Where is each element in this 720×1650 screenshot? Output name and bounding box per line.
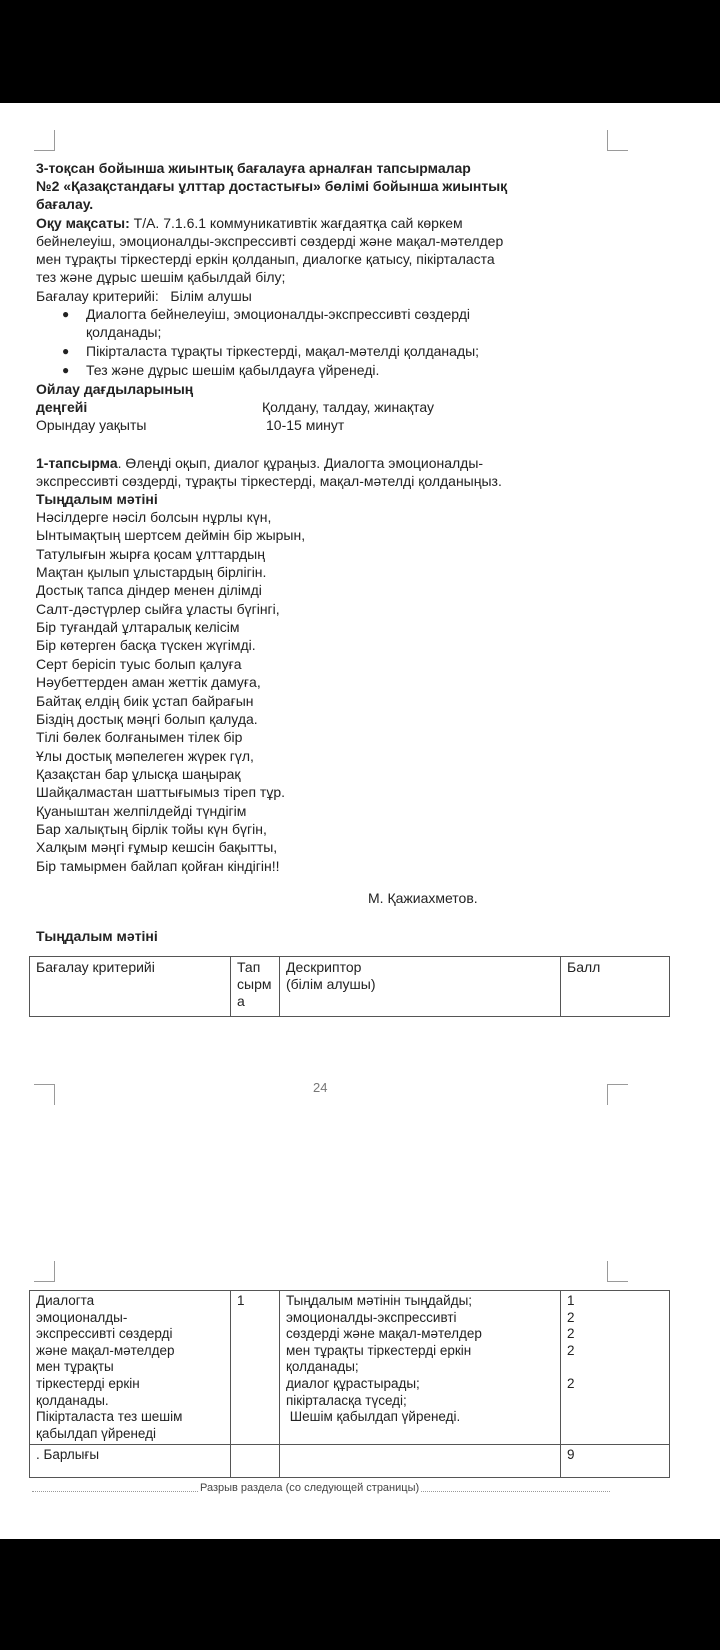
header-task-label: а — [237, 993, 245, 1009]
descriptor-cell — [280, 1291, 561, 1445]
task-number-cell — [231, 1291, 280, 1445]
page-corner-mark — [607, 1261, 628, 1282]
task-line — [36, 454, 483, 473]
poem-line: Нәсілдерге нәсіл болсын нұрлы күн, — [36, 509, 272, 525]
descriptor-line: Тыңдалым мәтінін тыңдайды; — [286, 1293, 473, 1308]
poem-line: Нәубеттерден аман жеттік дамуға, — [36, 674, 261, 691]
task-subheading: Тыңдалым мәтіні — [36, 491, 158, 507]
task-number: 1 — [237, 1293, 245, 1308]
bullet-icon: ● — [62, 307, 70, 321]
poem-line: Бар халықтың бірлік тойы күн бүгін, — [36, 820, 267, 837]
header-line: бағалау. — [36, 196, 94, 212]
criteria-line: эмоционалды- — [36, 1309, 128, 1325]
poem-line: Байтақ елдің биік ұстап байрағын — [36, 692, 254, 709]
criteria-item: Пікірталаста тұрақты тіркестерді, мақал-мәтелді қолданады; — [86, 343, 480, 359]
assessment-table-header — [29, 956, 670, 1017]
poem-author: М. Қажиахметов. — [368, 890, 478, 906]
poem-line: Қуаныштан желпілдейді түндігім — [36, 802, 247, 819]
descriptor-line: Шешім қабылдап үйренеді. — [286, 1409, 461, 1425]
total-label-cell — [30, 1445, 231, 1478]
poem-line: Мақтан қылып ұлыстардың бірлігін. — [36, 564, 267, 581]
score-value: 2 — [567, 1342, 575, 1358]
skills-label: Ойлау дағдыларының — [36, 381, 194, 397]
header-descriptor-label: Дескриптор — [286, 959, 362, 975]
criteria-line: және мақал-мәтелдер — [36, 1342, 175, 1358]
goal-line: мен тұрақты тіркестерді еркін қолданып, диалогке қатысу, пікірталаста — [36, 251, 495, 267]
criteria-line: мен тұрақты — [36, 1359, 114, 1375]
poem-line: Біздің достық мәңгі болып қалуда. — [36, 710, 258, 727]
total-score-cell — [561, 1445, 670, 1478]
poem-line: Ұлы достық мәпелеген жүрек гүл, — [36, 747, 254, 764]
score-value — [567, 1359, 663, 1376]
header-descriptor-label: (білім алушы) — [286, 976, 376, 992]
page-number: 24 — [313, 1080, 328, 1095]
criteria-line: қолданады. — [36, 1392, 109, 1408]
goal-text: Т/А. 7.1.6.1 коммуникативтік жағдаятқа сай көркем — [133, 215, 463, 231]
time-label: Орындау уақыты — [36, 417, 147, 433]
goal-line: тез және дұрыс шешім қабылдай білу; — [36, 269, 286, 285]
poem-line: Халқым мәңгі ғұмыр кешсін бақытты, — [36, 839, 278, 856]
poem-line: Шайқалмастан шаттығымыз тіреп тұр. — [36, 784, 286, 801]
criteria-item: Тез және дұрыс шешім қабылдауға үйренеді. — [86, 362, 380, 378]
task-label: 1-тапсырма — [36, 455, 118, 471]
poem-line: Тілі бөлек болғанымен тілек бір — [36, 729, 243, 746]
page-corner-mark — [34, 1084, 55, 1105]
document-page-1 — [0, 103, 720, 1211]
assessment-table-body — [29, 1290, 670, 1478]
criteria-cell — [30, 1291, 231, 1445]
header-line: 3-тоқсан бойынша жиынтық бағалауға арналған тапсырмалар — [36, 160, 471, 176]
descriptor-line: сөздерді және мақал-мәтелдер — [286, 1326, 482, 1342]
score-value: 1 — [567, 1293, 575, 1308]
score-value: 2 — [567, 1375, 575, 1391]
criteria-item: қолданады; — [86, 324, 162, 340]
goal-line: бейнелеуіш, эмоционалды-экспрессивті сөздерді және мақал-мәтелдер — [36, 233, 504, 249]
task-text: . Өлеңді оқып, диалог құраңыз. Диалогта эмоционалды- — [117, 455, 484, 471]
score-cell — [561, 1291, 670, 1445]
poem-line: Ынтымақтың шертсем деймін бір жырын, — [36, 527, 306, 544]
header-criteria — [30, 957, 231, 1017]
poem-line: Бір көтерген басқа түскен жүгімді. — [36, 637, 256, 654]
header-descriptor — [280, 957, 561, 1017]
criteria-line: Пікірталаста тез шешім — [36, 1409, 183, 1425]
header-criteria-label: Бағалау критерийі — [36, 959, 155, 975]
criteria-line: Диалогта — [36, 1293, 95, 1308]
table-row — [30, 1445, 670, 1478]
total-score: 9 — [567, 1447, 575, 1463]
poem-line: Қазақстан бар ұлысқа шаңырақ — [36, 765, 241, 782]
poem-line: Салт-дәстүрлер сыйға ұласты бүгінгі, — [36, 600, 280, 617]
goal-label: Оқу мақсаты: — [36, 215, 130, 231]
criteria-line: тіркестерді еркін — [36, 1375, 140, 1391]
poem-line: Бір туғандай ұлтаралық келісім — [36, 619, 240, 636]
descriptor-line: қолданады; — [286, 1359, 359, 1375]
bullet-icon: ● — [62, 344, 70, 358]
document-page-2 — [0, 1211, 720, 1539]
header-score-label: Балл — [567, 959, 601, 975]
descriptor-line: эмоционалды-экспрессивті — [286, 1309, 457, 1325]
criteria-item: Диалогта бейнелеуіш, эмоционалды-экспрессивті сөздерді — [86, 306, 470, 322]
table-row — [30, 1291, 670, 1445]
section-break-label: Разрыв раздела (со следующей страницы) — [200, 1482, 420, 1494]
bullet-icon: ● — [62, 363, 70, 377]
task-line: экспрессивті сөздерді, тұрақты тіркестерді, мақал-мәтелді қолданыңыз. — [36, 473, 502, 489]
criteria-line: қабылдап үйренеді — [36, 1425, 157, 1441]
page-corner-mark — [34, 1261, 55, 1282]
criteria-label: Бағалау критерийі: Білім алушы — [36, 288, 252, 304]
score-value: 2 — [567, 1309, 575, 1325]
skills-label: деңгейі — [36, 399, 88, 415]
header-task-label: сырм — [237, 976, 272, 992]
page-corner-mark — [34, 130, 55, 151]
score-value: 2 — [567, 1326, 575, 1342]
empty-cell — [280, 1445, 561, 1478]
page-corner-mark — [607, 1084, 628, 1105]
poem-line: Татулығын жырға қосам ұлттардың — [36, 545, 265, 562]
goal-line — [36, 214, 463, 233]
header-task-label: Тап — [237, 959, 261, 975]
section-heading: Тыңдалым мәтіні — [36, 928, 158, 944]
empty-cell — [231, 1445, 280, 1478]
poem-line: Достық тапса діндер менен ділімді — [36, 582, 262, 599]
page-corner-mark — [607, 130, 628, 151]
skills-value: Қолдану, талдау, жинақтау — [262, 399, 434, 415]
criteria-line: экспрессивті сөздерді — [36, 1326, 173, 1342]
header-line: №2 «Қазақстандағы ұлттар достастығы» бөлімі бойынша жиынтық — [36, 178, 508, 194]
header-score — [561, 957, 670, 1017]
time-value: 10-15 минут — [266, 417, 345, 433]
poem-line: Серт берісіп туыс болып қалуға — [36, 655, 242, 672]
descriptor-line: мен тұрақты тіркестерді еркін — [286, 1342, 472, 1358]
descriptor-line: диалог құрастырады; — [286, 1375, 420, 1391]
total-label: . Барлығы — [36, 1447, 100, 1463]
poem-line: Бір тамырмен байлап қойған кіндігін!! — [36, 857, 280, 874]
header-task — [231, 957, 280, 1017]
descriptor-line: пікірталасқа түседі; — [286, 1392, 407, 1408]
